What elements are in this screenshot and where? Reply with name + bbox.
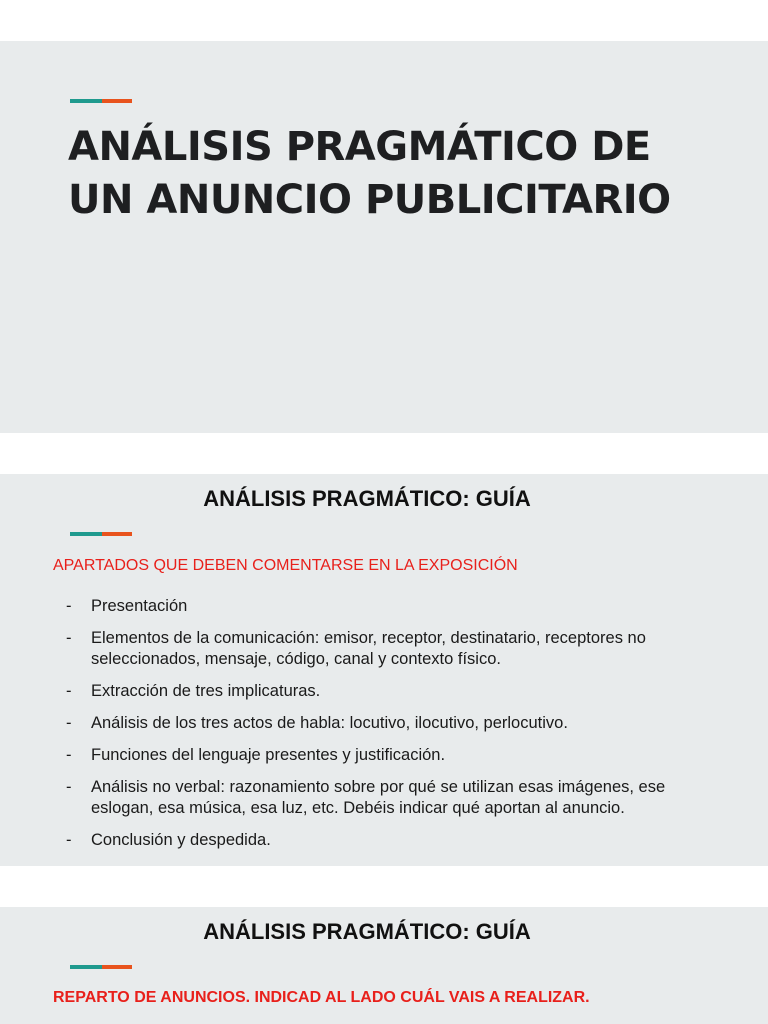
- section-heading: REPARTO DE ANUNCIOS. INDICAD AL LADO CUÁL VAIS A REALIZAR.: [53, 989, 590, 1006]
- bullet-dash: -: [66, 778, 72, 796]
- list-item: [64, 713, 714, 734]
- list-item-text: Extracción de tres implicaturas.: [91, 682, 321, 700]
- list-item-text: Elementos de la comunicación: emisor, receptor, destinatario, receptores no seleccionados, mensaje, código, canal y contexto físico.: [91, 629, 646, 668]
- accent-bar-orange: [102, 99, 132, 103]
- slide-title: [0, 41, 768, 433]
- presentation-title-line-2: UN ANUNCIO PUBLICITARIO: [68, 177, 671, 223]
- presentation-title-line-1: ANÁLISIS PRAGMÁTICO DE: [68, 124, 651, 170]
- list-item-text: Análisis no verbal: razonamiento sobre por qué se utilizan esas imágenes, ese eslogan, esa música, esa luz, etc. Debéis indicar qué aportan al anuncio.: [91, 778, 666, 817]
- bullet-dash: -: [66, 597, 72, 615]
- list-item: [64, 777, 714, 819]
- accent-bar: [70, 99, 132, 103]
- slide-guide: [0, 474, 768, 866]
- accent-bar-orange: [102, 532, 132, 536]
- list-item: [64, 681, 714, 702]
- accent-bar-teal: [70, 532, 102, 536]
- accent-bar-teal: [70, 99, 102, 103]
- bullet-dash: -: [66, 629, 72, 647]
- slide-title: ANÁLISIS PRAGMÁTICO: GUÍA: [203, 486, 531, 511]
- bullet-dash: -: [66, 831, 72, 849]
- bullet-dash: -: [66, 714, 72, 732]
- slide-title: ANÁLISIS PRAGMÁTICO: GUÍA: [203, 919, 531, 944]
- list-item: [64, 830, 714, 851]
- list-item-text: Presentación: [91, 597, 188, 615]
- accent-bar-orange: [102, 965, 132, 969]
- list-item: [64, 745, 714, 766]
- list-item-text: Funciones del lenguaje presentes y justificación.: [91, 746, 446, 764]
- slide-distribution: [0, 907, 768, 1024]
- list-item: [64, 628, 714, 670]
- list-item-text: Conclusión y despedida.: [91, 831, 271, 849]
- section-heading: APARTADOS QUE DEBEN COMENTARSE EN LA EXPOSICIÓN: [53, 557, 518, 574]
- list-item: [64, 596, 714, 617]
- accent-bar: [70, 965, 132, 969]
- bullet-dash: -: [66, 746, 72, 764]
- presentation-title: [68, 121, 728, 227]
- list-item-text: Análisis de los tres actos de habla: locutivo, ilocutivo, perlocutivo.: [91, 714, 568, 732]
- bullet-dash: -: [66, 682, 72, 700]
- accent-bar: [70, 532, 132, 536]
- guide-list: [64, 596, 714, 862]
- accent-bar-teal: [70, 965, 102, 969]
